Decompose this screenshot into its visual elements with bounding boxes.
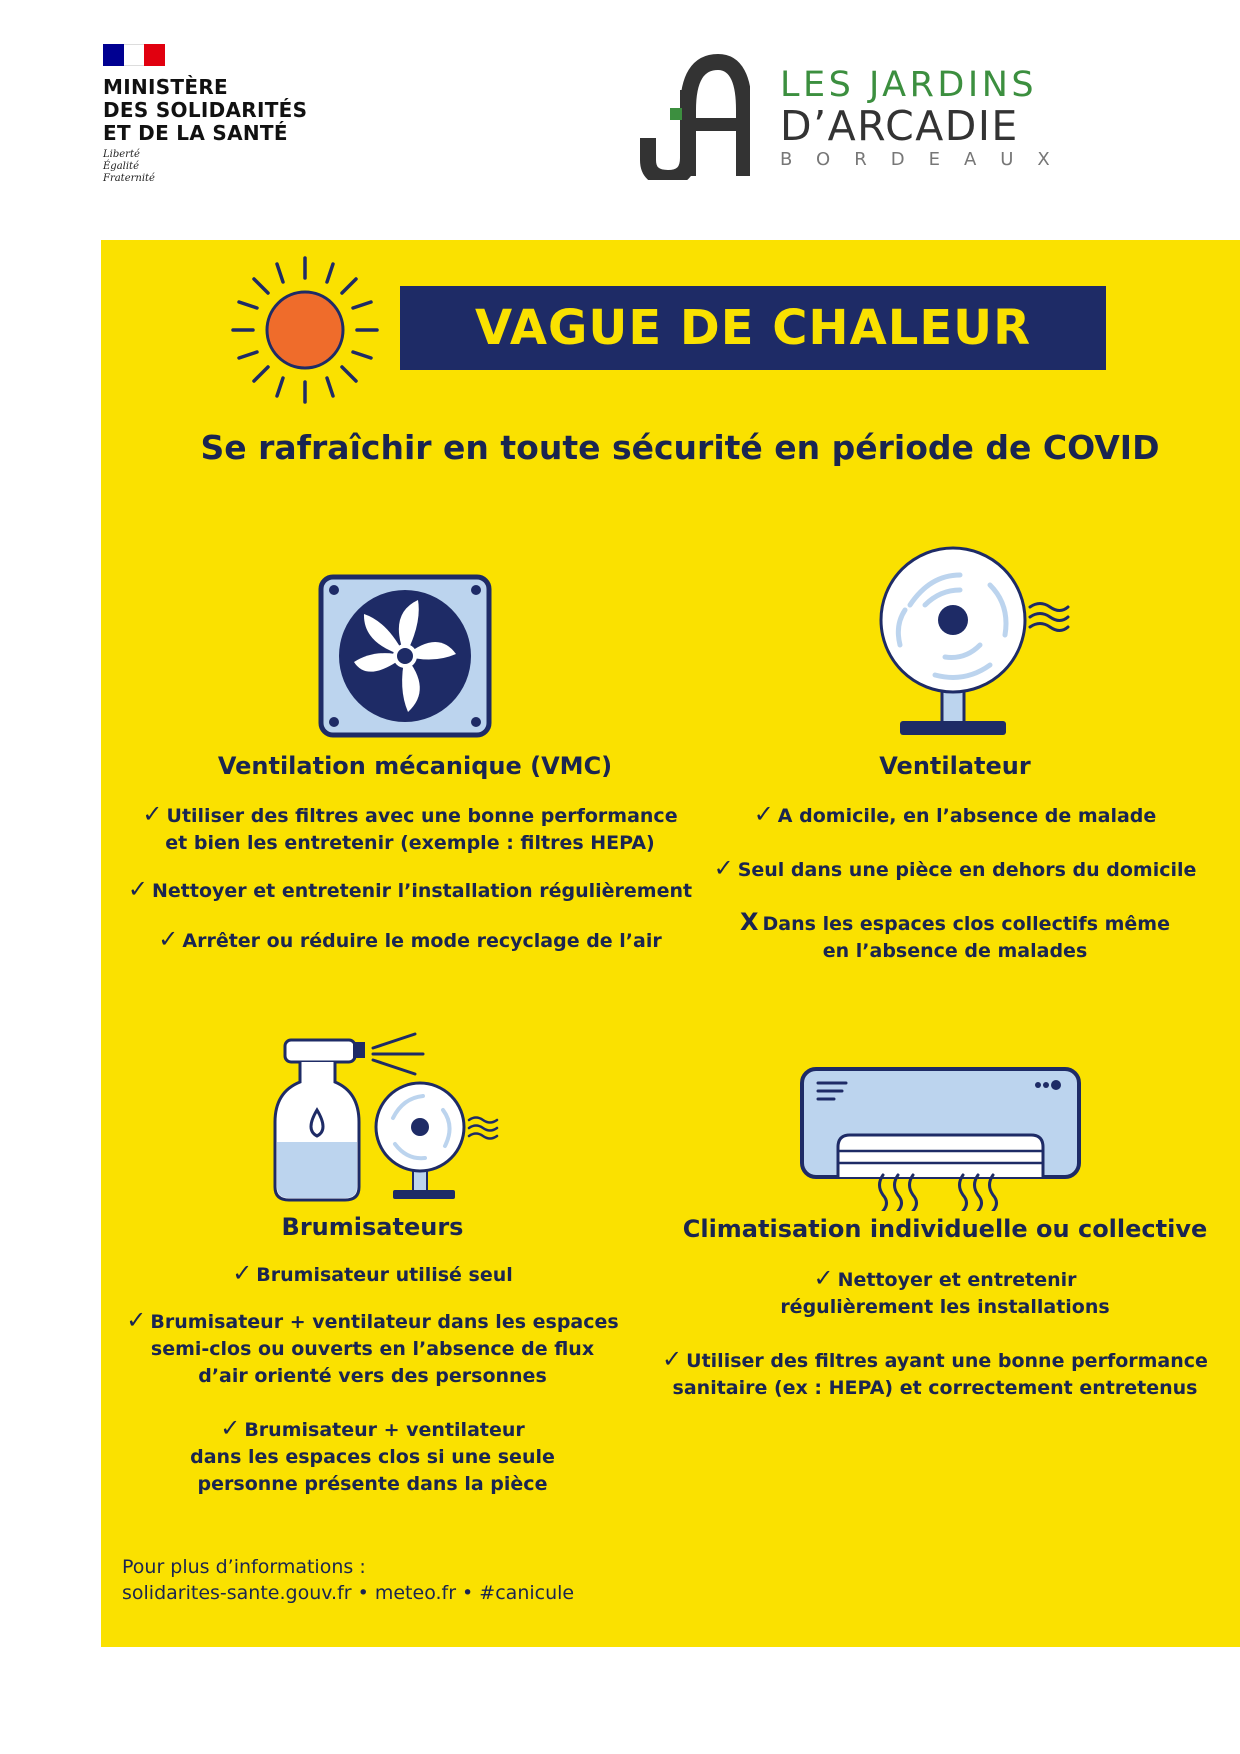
item-text: Arrêter ou réduire le mode recyclage de l’air [182, 930, 662, 952]
banner-title: VAGUE DE CHALEUR [474, 300, 1032, 356]
check-icon: ✓ [753, 800, 774, 828]
sun-icon [225, 250, 385, 410]
check-icon: ✓ [127, 875, 149, 903]
air-conditioner-icon [798, 1065, 1083, 1211]
clim-item [660, 1265, 1230, 1321]
item-text: dans les espaces clos si une seule [190, 1446, 555, 1468]
section-title-vmc: Ventilation mécanique (VMC) [217, 752, 613, 780]
section-title-brumisateurs: Brumisateurs [281, 1213, 464, 1241]
desk-fan-icon [870, 545, 1070, 740]
cross-icon: X [740, 908, 759, 936]
item-text: personne présente dans la pièce [197, 1473, 548, 1495]
item-text: et bien les entretenir (exemple : filtres HEPA) [165, 832, 655, 854]
item-text: Brumisateur + ventilateur dans les espaces [150, 1311, 619, 1333]
motto-line: Égalité [103, 161, 139, 172]
item-text: d’air orienté vers des personnes [198, 1365, 547, 1387]
check-icon: ✓ [142, 800, 163, 828]
item-text: Utiliser des filtres avec une bonne performance [166, 805, 678, 827]
item-text: en l’absence de malades [822, 940, 1088, 962]
footer-links: solidarites-sante.gouv.fr • meteo.fr • #canicule [122, 1582, 575, 1604]
ministry-line: ET DE LA SANTÉ [103, 121, 288, 145]
french-flag-icon [103, 44, 165, 66]
check-icon: ✓ [232, 1259, 253, 1287]
item-text: Utiliser des filtres ayant une bonne performance [686, 1350, 1208, 1372]
brumisateurs-item [120, 1307, 625, 1390]
item-text: sanitaire (ex : HEPA) et correctement entretenus [672, 1377, 1198, 1399]
poster-footer [122, 1554, 574, 1606]
spray-bottle-fan-icon [265, 1022, 505, 1204]
footer-line1: Pour plus d’informations : [122, 1556, 366, 1578]
item-text: Nettoyer et entretenir [837, 1269, 1077, 1291]
check-icon: ✓ [126, 1306, 147, 1334]
check-icon: ✓ [158, 925, 179, 953]
jardins-arcadie-wordmark [780, 66, 1080, 170]
vmc-item [120, 801, 700, 857]
item-text: Nettoyer et entretenir l’installation régulièrement [152, 880, 693, 902]
jardins-line3: BORDEAUX [780, 149, 1074, 170]
section-title-climatisation: Climatisation individuelle ou collective [682, 1215, 1208, 1243]
ministry-name [103, 76, 343, 145]
item-text: Brumisateur + ventilateur [244, 1419, 525, 1441]
check-icon: ✓ [220, 1414, 241, 1442]
item-text: A domicile, en l’absence de malade [777, 805, 1157, 827]
ventilateur-item [700, 909, 1210, 965]
ministry-line: DES SOLIDARITÉS [103, 98, 308, 122]
brumisateurs-item [120, 1260, 625, 1289]
title-banner [400, 286, 1106, 370]
item-text: Brumisateur utilisé seul [256, 1264, 513, 1286]
check-icon: ✓ [813, 1264, 834, 1292]
ministry-line: MINISTÈRE [103, 75, 228, 99]
republic-motto [103, 149, 343, 185]
motto-line: Liberté [103, 149, 140, 160]
item-text: Seul dans une pièce en dehors du domicile [737, 859, 1197, 881]
brumisateurs-item [120, 1415, 625, 1498]
ventilateur-item [700, 801, 1210, 830]
clim-item [640, 1346, 1230, 1402]
item-text: Dans les espaces clos collectifs même [762, 913, 1170, 935]
motto-line: Fraternité [103, 173, 155, 184]
item-text: semi-clos ou ouverts en l’absence de flux [150, 1338, 595, 1360]
exhaust-fan-icon [318, 574, 492, 738]
section-title-ventilateur: Ventilateur [879, 752, 1031, 780]
jardins-line1: LES JARDINS [780, 65, 1038, 105]
jardins-line2: D’ARCADIE [780, 102, 1019, 150]
poster-subtitle: Se rafraîchir en toute sécurité en période de COVID [200, 428, 1160, 467]
jardins-arcadie-monogram-icon [620, 50, 750, 180]
ministry-logo [103, 44, 343, 185]
item-text: régulièrement les installations [780, 1296, 1110, 1318]
check-icon: ✓ [662, 1345, 683, 1373]
ventilateur-item [700, 855, 1210, 884]
check-icon: ✓ [713, 854, 734, 882]
vmc-item [120, 876, 700, 905]
vmc-item [120, 926, 700, 955]
